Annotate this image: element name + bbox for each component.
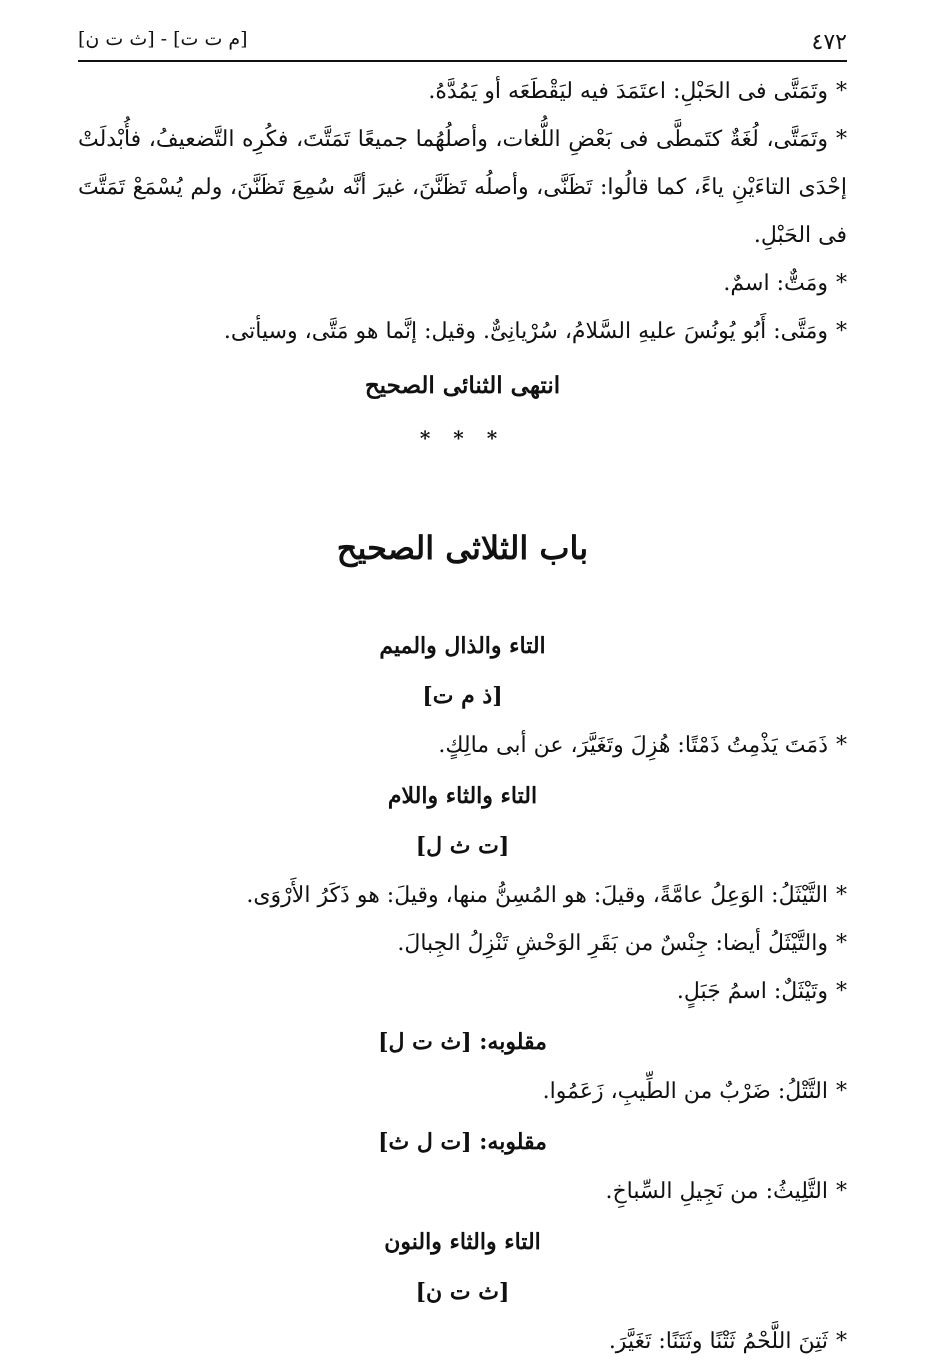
entry-text: التَّلِيثُ: من نَجِيلِ السِّباخِ. xyxy=(605,1179,828,1204)
chapter-title: باب الثلاثى الصحيح xyxy=(336,529,589,567)
entry-marker: * xyxy=(836,979,847,1004)
inverted-root-heading: مقلوبه: [ث ت ل] xyxy=(378,1029,547,1055)
entry-marker: * xyxy=(836,319,847,344)
entry-text: وتَمَتَّى فى الحَبْلِ: اعتَمَدَ فيه ليَقْطَعَه أو يَمُدَّهُ. xyxy=(428,79,828,104)
dictionary-entry xyxy=(78,116,847,260)
entry-marker: * xyxy=(836,931,847,956)
entry-text: وتَيْثَلٌ: اسمُ جَبَلٍ. xyxy=(676,979,828,1004)
root-heading: [ذ م ت] xyxy=(422,683,503,709)
dictionary-entry xyxy=(78,1068,847,1116)
header-root-range: [م ت ت] - [ث ت ن] xyxy=(78,28,248,50)
entry-text: ثَتِنَ اللَّحْمُ ثَتْنًا وثَتَنًا: تَغَيَّرَ. xyxy=(608,1329,828,1354)
running-header xyxy=(78,26,847,62)
dictionary-entry xyxy=(78,260,847,308)
entry-marker: * xyxy=(836,1079,847,1104)
dictionary-entry xyxy=(78,308,847,356)
dictionary-entry xyxy=(78,1168,847,1216)
entry-text: ومَتَّى: أَبُو يُونُسَ عليهِ السَّلامُ، سُرْيانِىٌّ. وقيل: إنَّما هو مَتَّى، وسيأتى. xyxy=(223,319,828,344)
page-number: ٤٧٢ xyxy=(811,30,847,55)
entry-text: والتَّيْثَلُ أيضا: جِنْسٌ من بَقَرِ الوَحْشِ تَنْزِلُ الجِبالَ. xyxy=(397,931,828,956)
entry-text: ذَمَتَ يَذْمِتُ ذَمْتًا: هُزِلَ وتَغَيَّرَ، عن أبى مالِكٍ. xyxy=(438,733,828,758)
entry-marker: * xyxy=(836,79,847,104)
entry-marker: * xyxy=(836,733,847,758)
root-heading: [ت ث ل] xyxy=(415,833,510,859)
dictionary-entry xyxy=(78,722,847,770)
entry-marker: * xyxy=(836,127,847,152)
closing-heading: انتهى الثنائى الصحيح xyxy=(364,372,561,399)
section-heading: التاء والذال والميم xyxy=(379,633,546,659)
dictionary-entry xyxy=(78,920,847,968)
inverted-root-heading: مقلوبه: [ت ل ث] xyxy=(378,1129,547,1155)
page-body xyxy=(78,68,847,1366)
section-heading: التاء والثاء واللام xyxy=(387,783,538,809)
dictionary-entry xyxy=(78,1318,847,1366)
root-heading: [ث ت ن] xyxy=(415,1279,510,1305)
entry-marker: * xyxy=(836,1179,847,1204)
entry-text: وتَمَتَّى، لُغَةٌ كتَمطَّى فى بَعْضِ اللُّغات، وأصلُهُما جميعًا تَمَتَّتَ، فكُرِه التَّضعيفُ، فأُبْدلَتْ إحْدَى التاءَيْنِ ياءً، كما قالُوا: تَظَنَّى، وأصلُه تَظَنَّنَ، غيرَ أنَّه سُمِعَ تَظَنَّنَ، ولم يُسْمَعْ تَمَتَّتَ فى الحَبْلِ. xyxy=(78,127,847,248)
dictionary-entry xyxy=(78,968,847,1016)
section-separator: * * * xyxy=(419,426,506,450)
dictionary-entry xyxy=(78,68,847,116)
entry-text: ومَتٌّ: اسمٌ. xyxy=(723,271,828,296)
dictionary-entry xyxy=(78,872,847,920)
entry-marker: * xyxy=(836,271,847,296)
entry-marker: * xyxy=(836,883,847,908)
section-heading: التاء والثاء والنون xyxy=(384,1229,541,1255)
entry-text: التَّتْلُ: ضَرْبٌ من الطِّيبِ، زَعَمُوا. xyxy=(542,1079,828,1104)
entry-text: التَّيْثَلُ: الوَعِلُ عامَّةً، وقيلَ: هو المُسِنُّ منها، وقيلَ: هو ذَكَرُ الأَرْوَى. xyxy=(246,883,828,908)
entry-marker: * xyxy=(836,1329,847,1354)
